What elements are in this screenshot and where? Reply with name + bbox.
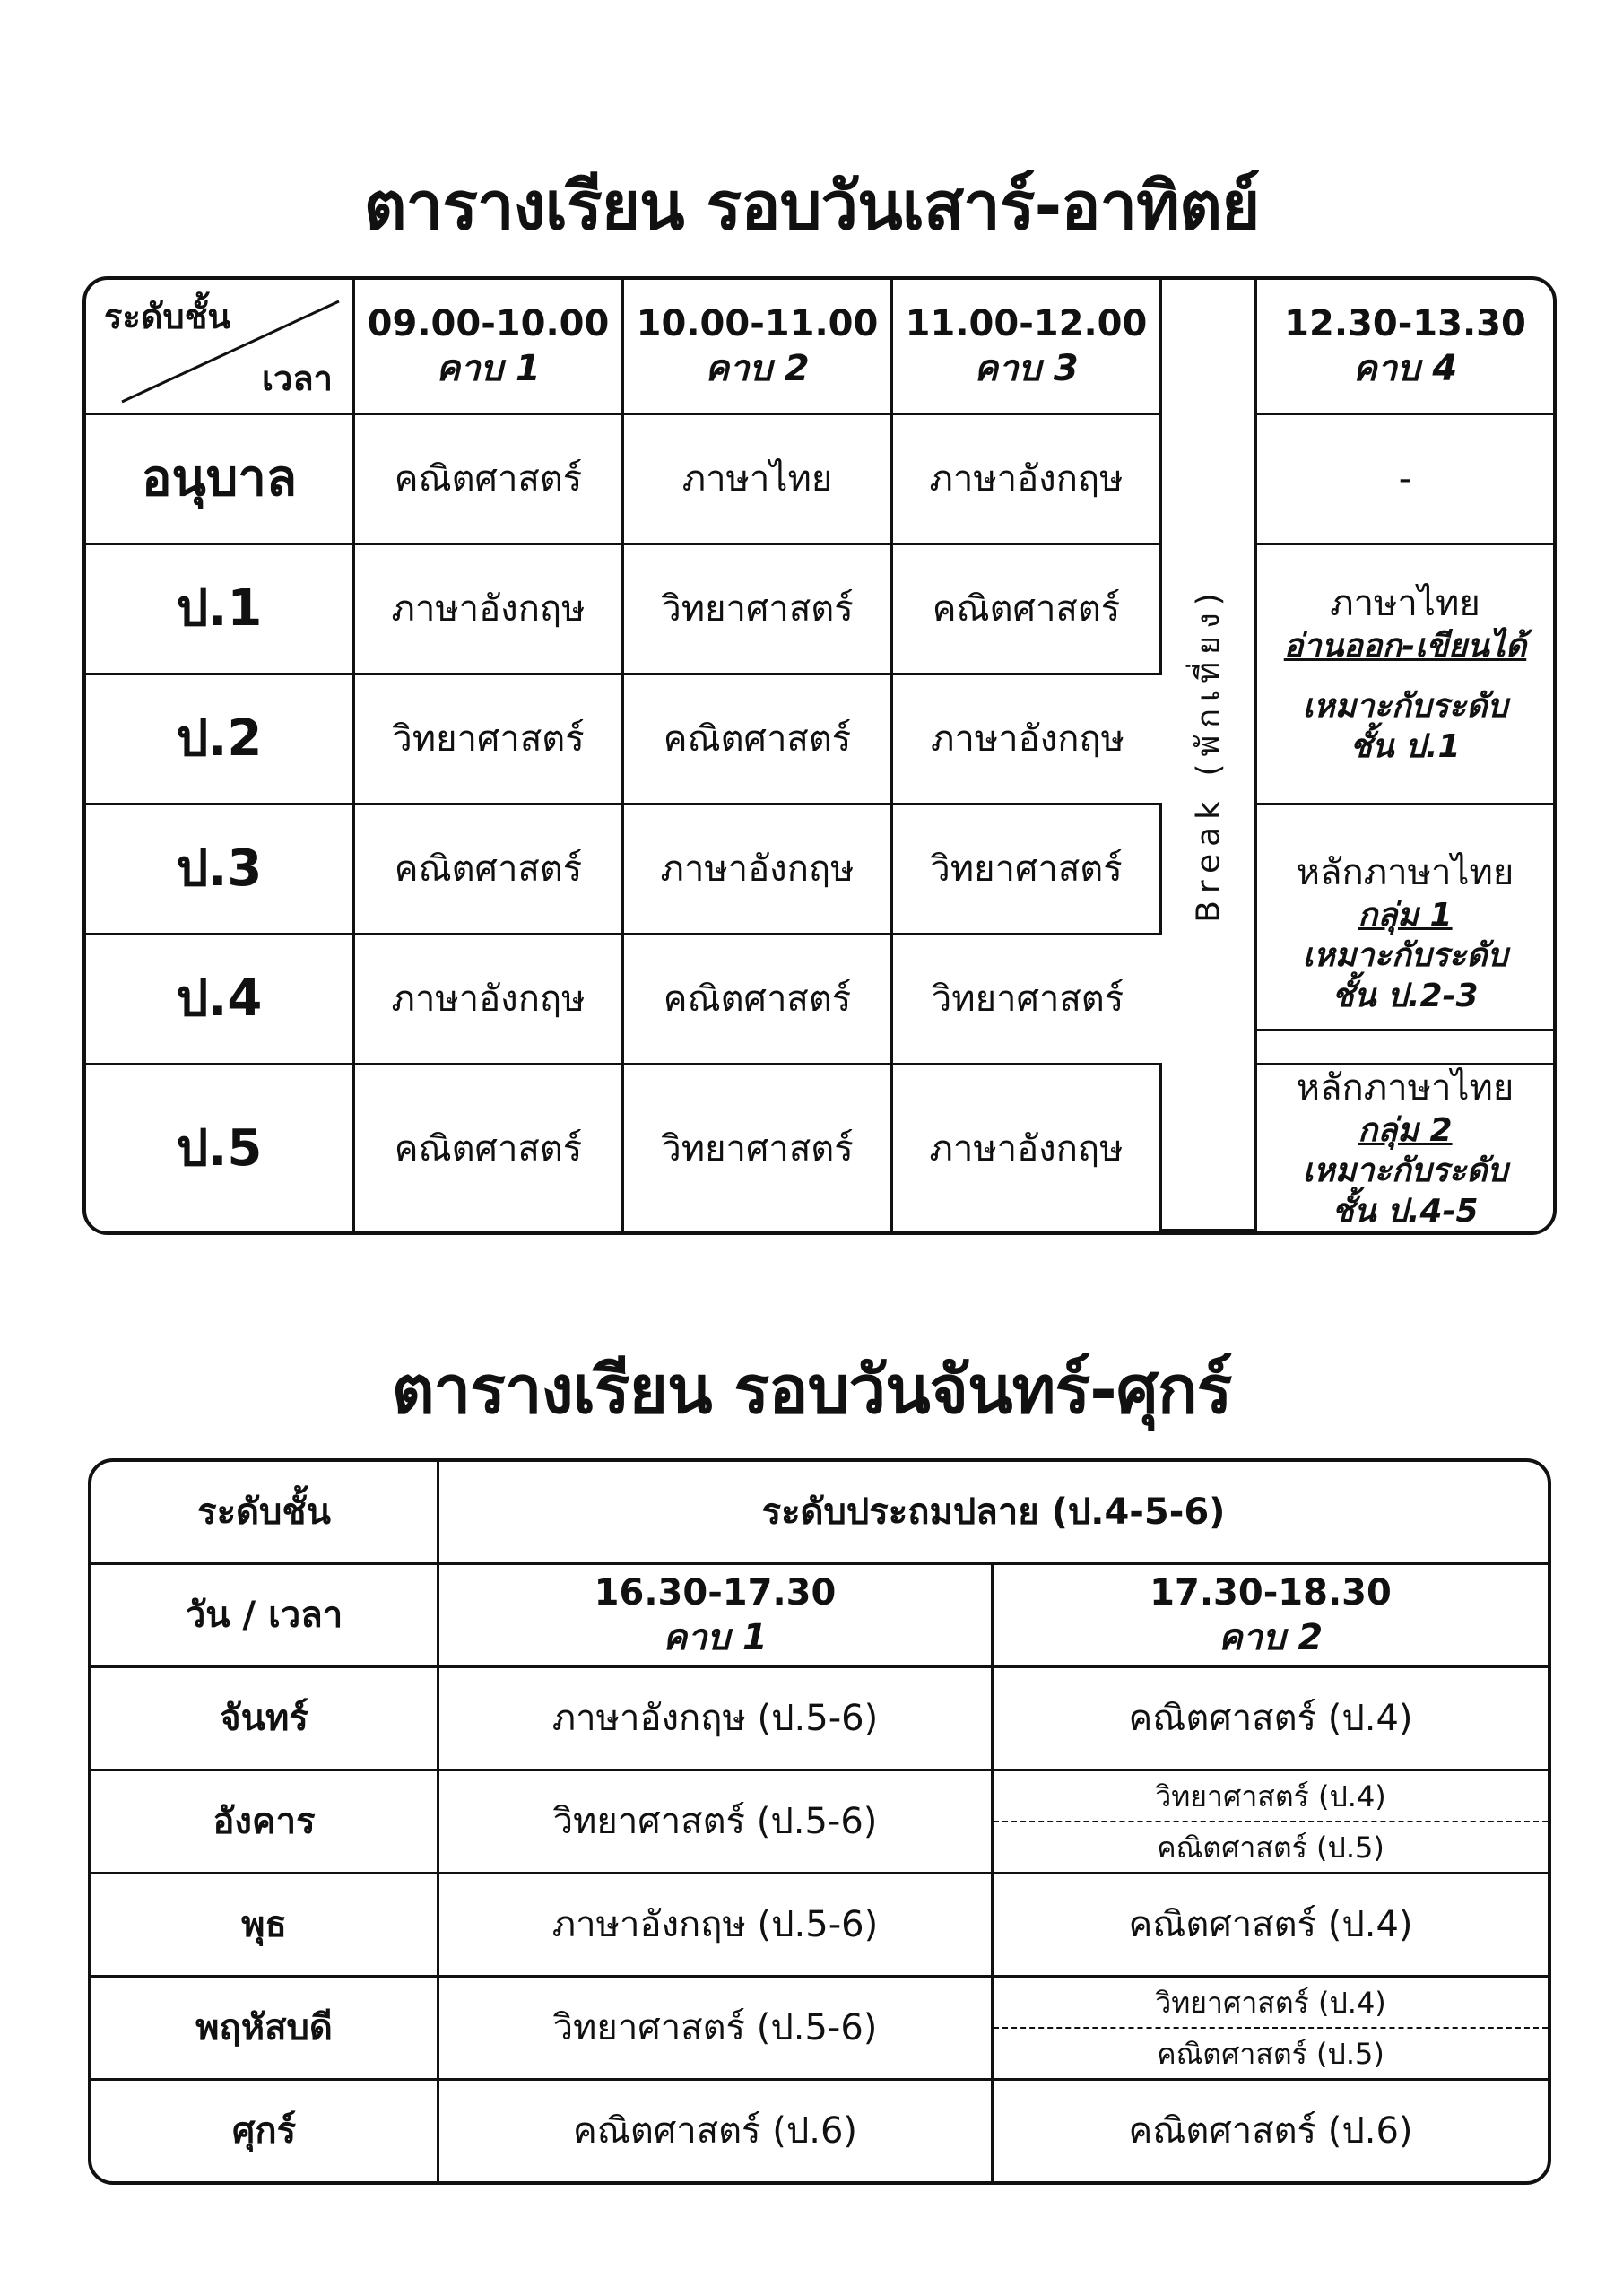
period-time: 12.30-13.30	[1284, 303, 1526, 344]
subject-cell: ภาษาอังกฤษ	[624, 805, 893, 935]
course-suitable-note: เหมาะกับระดับ	[1302, 1152, 1508, 1189]
subject-cell: วิทยาศาสตร์ (ป.5-6)	[439, 1978, 994, 2081]
table-row	[86, 805, 1553, 935]
subject-cell: คณิตศาสตร์ (ป.4)	[994, 1874, 1548, 1978]
subject-cell: วิทยาศาสตร์	[624, 545, 893, 675]
period-4-grammar-groups-cell	[1257, 805, 1553, 1065]
level-cell: อนุบาล	[86, 415, 355, 545]
subject-cell: คณิตศาสตร์	[355, 415, 624, 545]
table-row	[91, 2081, 1548, 2181]
period-1-header	[439, 1565, 994, 1668]
day-cell: พฤหัสบดี	[91, 1978, 439, 2081]
subject-cell: ภาษาอังกฤษ	[893, 415, 1162, 545]
subject-cell: คณิตศาสตร์ (ป.6)	[1128, 2110, 1413, 2152]
table-row	[91, 1978, 1548, 2081]
level-cell: ป.4	[86, 935, 355, 1065]
period-time: 16.30-17.30	[594, 1572, 837, 1613]
level-cell: ป.5	[86, 1065, 355, 1231]
course-subtitle: อ่านออก-เขียนได้	[1283, 628, 1527, 665]
period-time: 17.30-18.30	[1150, 1572, 1392, 1613]
weekday-schedule-title: ตารางเรียน รอบวันจันทร์-ศุกร์	[391, 1352, 1232, 1429]
header-row	[91, 1462, 1548, 1565]
subject-cell: คณิตศาสตร์	[893, 545, 1162, 675]
period-4-thai-reading-cell	[1257, 545, 1553, 805]
split-subject-cell	[994, 1771, 1548, 1874]
subject-cell: ภาษาอังกฤษ	[355, 935, 624, 1065]
weekend-schedule-table	[82, 276, 1557, 1235]
table-row	[86, 545, 1553, 675]
period-2-header	[624, 280, 893, 415]
period-time: 10.00-11.00	[636, 303, 879, 344]
split-subject-top: วิทยาศาสตร์ (ป.4)	[994, 1771, 1548, 1822]
course-subtitle: กลุ่ม 2	[1358, 1112, 1453, 1149]
level-header-label: ระดับชั้น	[104, 297, 231, 336]
period-2-header	[994, 1565, 1548, 1668]
course-subtitle: กลุ่ม 1	[1358, 896, 1453, 934]
period-label: คาบ 1	[663, 1617, 768, 1658]
subject-cell: ภาษาอังกฤษ	[893, 675, 1162, 805]
subject-cell: ภาษาไทย	[624, 415, 893, 545]
level-cell: ป.3	[86, 805, 355, 935]
level-cell: ป.1	[86, 545, 355, 675]
period-label: คาบ 3	[974, 348, 1079, 389]
subject-cell: คณิตศาสตร์	[624, 675, 893, 805]
split-subject-cell	[994, 1978, 1548, 2081]
day-cell: อังคาร	[91, 1771, 439, 1874]
subject-cell: ภาษาอังกฤษ	[893, 1065, 1162, 1231]
subject-cell: ภาษาอังกฤษ (ป.5-6)	[439, 1668, 994, 1771]
time-header-label: เวลา	[262, 358, 333, 398]
course-suitable-level: ชั้น ป.1	[1350, 728, 1461, 765]
day-cell: ศุกร์	[91, 2081, 439, 2181]
course-suitable-note: เหมาะกับระดับ	[1302, 688, 1508, 725]
course-title: ภาษาไทย	[1330, 583, 1480, 624]
course-suitable-level: ชั้น ป.2-3	[1332, 977, 1479, 1014]
subject-cell: วิทยาศาสตร์	[355, 675, 624, 805]
header-row	[91, 1565, 1548, 1668]
level-value-cell: ระดับประถมปลาย (ป.4-5-6)	[439, 1462, 1548, 1565]
course-title: หลักภาษาไทย	[1296, 851, 1515, 893]
period-4-grammar-group-2-cell	[1257, 1065, 1553, 1231]
subject-cell: ภาษาอังกฤษ (ป.5-6)	[439, 1874, 994, 1978]
split-subject-top: วิทยาศาสตร์ (ป.4)	[994, 1978, 1548, 2029]
table-row	[86, 415, 1553, 545]
subject-cell: วิทยาศาสตร์ (ป.5-6)	[439, 1771, 994, 1874]
level-header-cell: ระดับชั้น	[91, 1462, 439, 1565]
level-cell: ป.2	[86, 675, 355, 805]
subject-cell: วิทยาศาสตร์	[893, 935, 1162, 1065]
header-row	[86, 280, 1553, 415]
table-row	[91, 1771, 1548, 1874]
split-subject-bottom: คณิตศาสตร์ (ป.5)	[1157, 1830, 1384, 1865]
course-suitable-note: เหมาะกับระดับ	[1302, 936, 1508, 974]
period-label: คาบ 2	[705, 348, 810, 389]
subject-cell: คณิตศาสตร์	[624, 935, 893, 1065]
grammar-group-1	[1257, 837, 1553, 1031]
table-row	[86, 1065, 1553, 1231]
subject-cell: -	[1257, 415, 1553, 545]
subject-cell: คณิตศาสตร์ (ป.4)	[994, 1668, 1548, 1771]
weekend-schedule-title: ตารางเรียน รอบวันเสาร์-อาทิตย์	[363, 168, 1260, 245]
weekday-schedule-table	[88, 1458, 1551, 2185]
table-row	[91, 1874, 1548, 1978]
corner-header-cell	[86, 280, 355, 415]
subject-cell: วิทยาศาสตร์	[893, 805, 1162, 935]
day-cell: จันทร์	[91, 1668, 439, 1771]
period-time: 11.00-12.00	[905, 303, 1148, 344]
period-label: คาบ 2	[1218, 1617, 1324, 1658]
break-label: Break (พักเที่ยง)	[1190, 586, 1227, 923]
subject-cell: ภาษาอังกฤษ	[355, 545, 624, 675]
period-label: คาบ 4	[1352, 348, 1458, 389]
period-label: คาบ 1	[436, 348, 541, 389]
subject-cell: คณิตศาสตร์	[355, 805, 624, 935]
subject-cell: คณิตศาสตร์	[355, 1065, 624, 1231]
subject-cell: คณิตศาสตร์ (ป.6)	[439, 2081, 994, 2181]
period-3-header	[893, 280, 1162, 415]
period-time: 09.00-10.00	[367, 303, 610, 344]
period-4-header	[1257, 280, 1553, 415]
course-title: หลักภาษาไทย	[1296, 1067, 1515, 1109]
course-suitable-level: ชั้น ป.4-5	[1332, 1193, 1479, 1230]
table-row	[91, 1668, 1548, 1771]
period-1-header	[355, 280, 624, 415]
subject-cell: วิทยาศาสตร์	[624, 1065, 893, 1231]
day-cell: พุธ	[91, 1874, 439, 1978]
break-column	[1162, 280, 1257, 1231]
day-time-header-cell: วัน / เวลา	[91, 1565, 439, 1668]
split-subject-bottom: คณิตศาสตร์ (ป.5)	[1157, 2036, 1384, 2071]
